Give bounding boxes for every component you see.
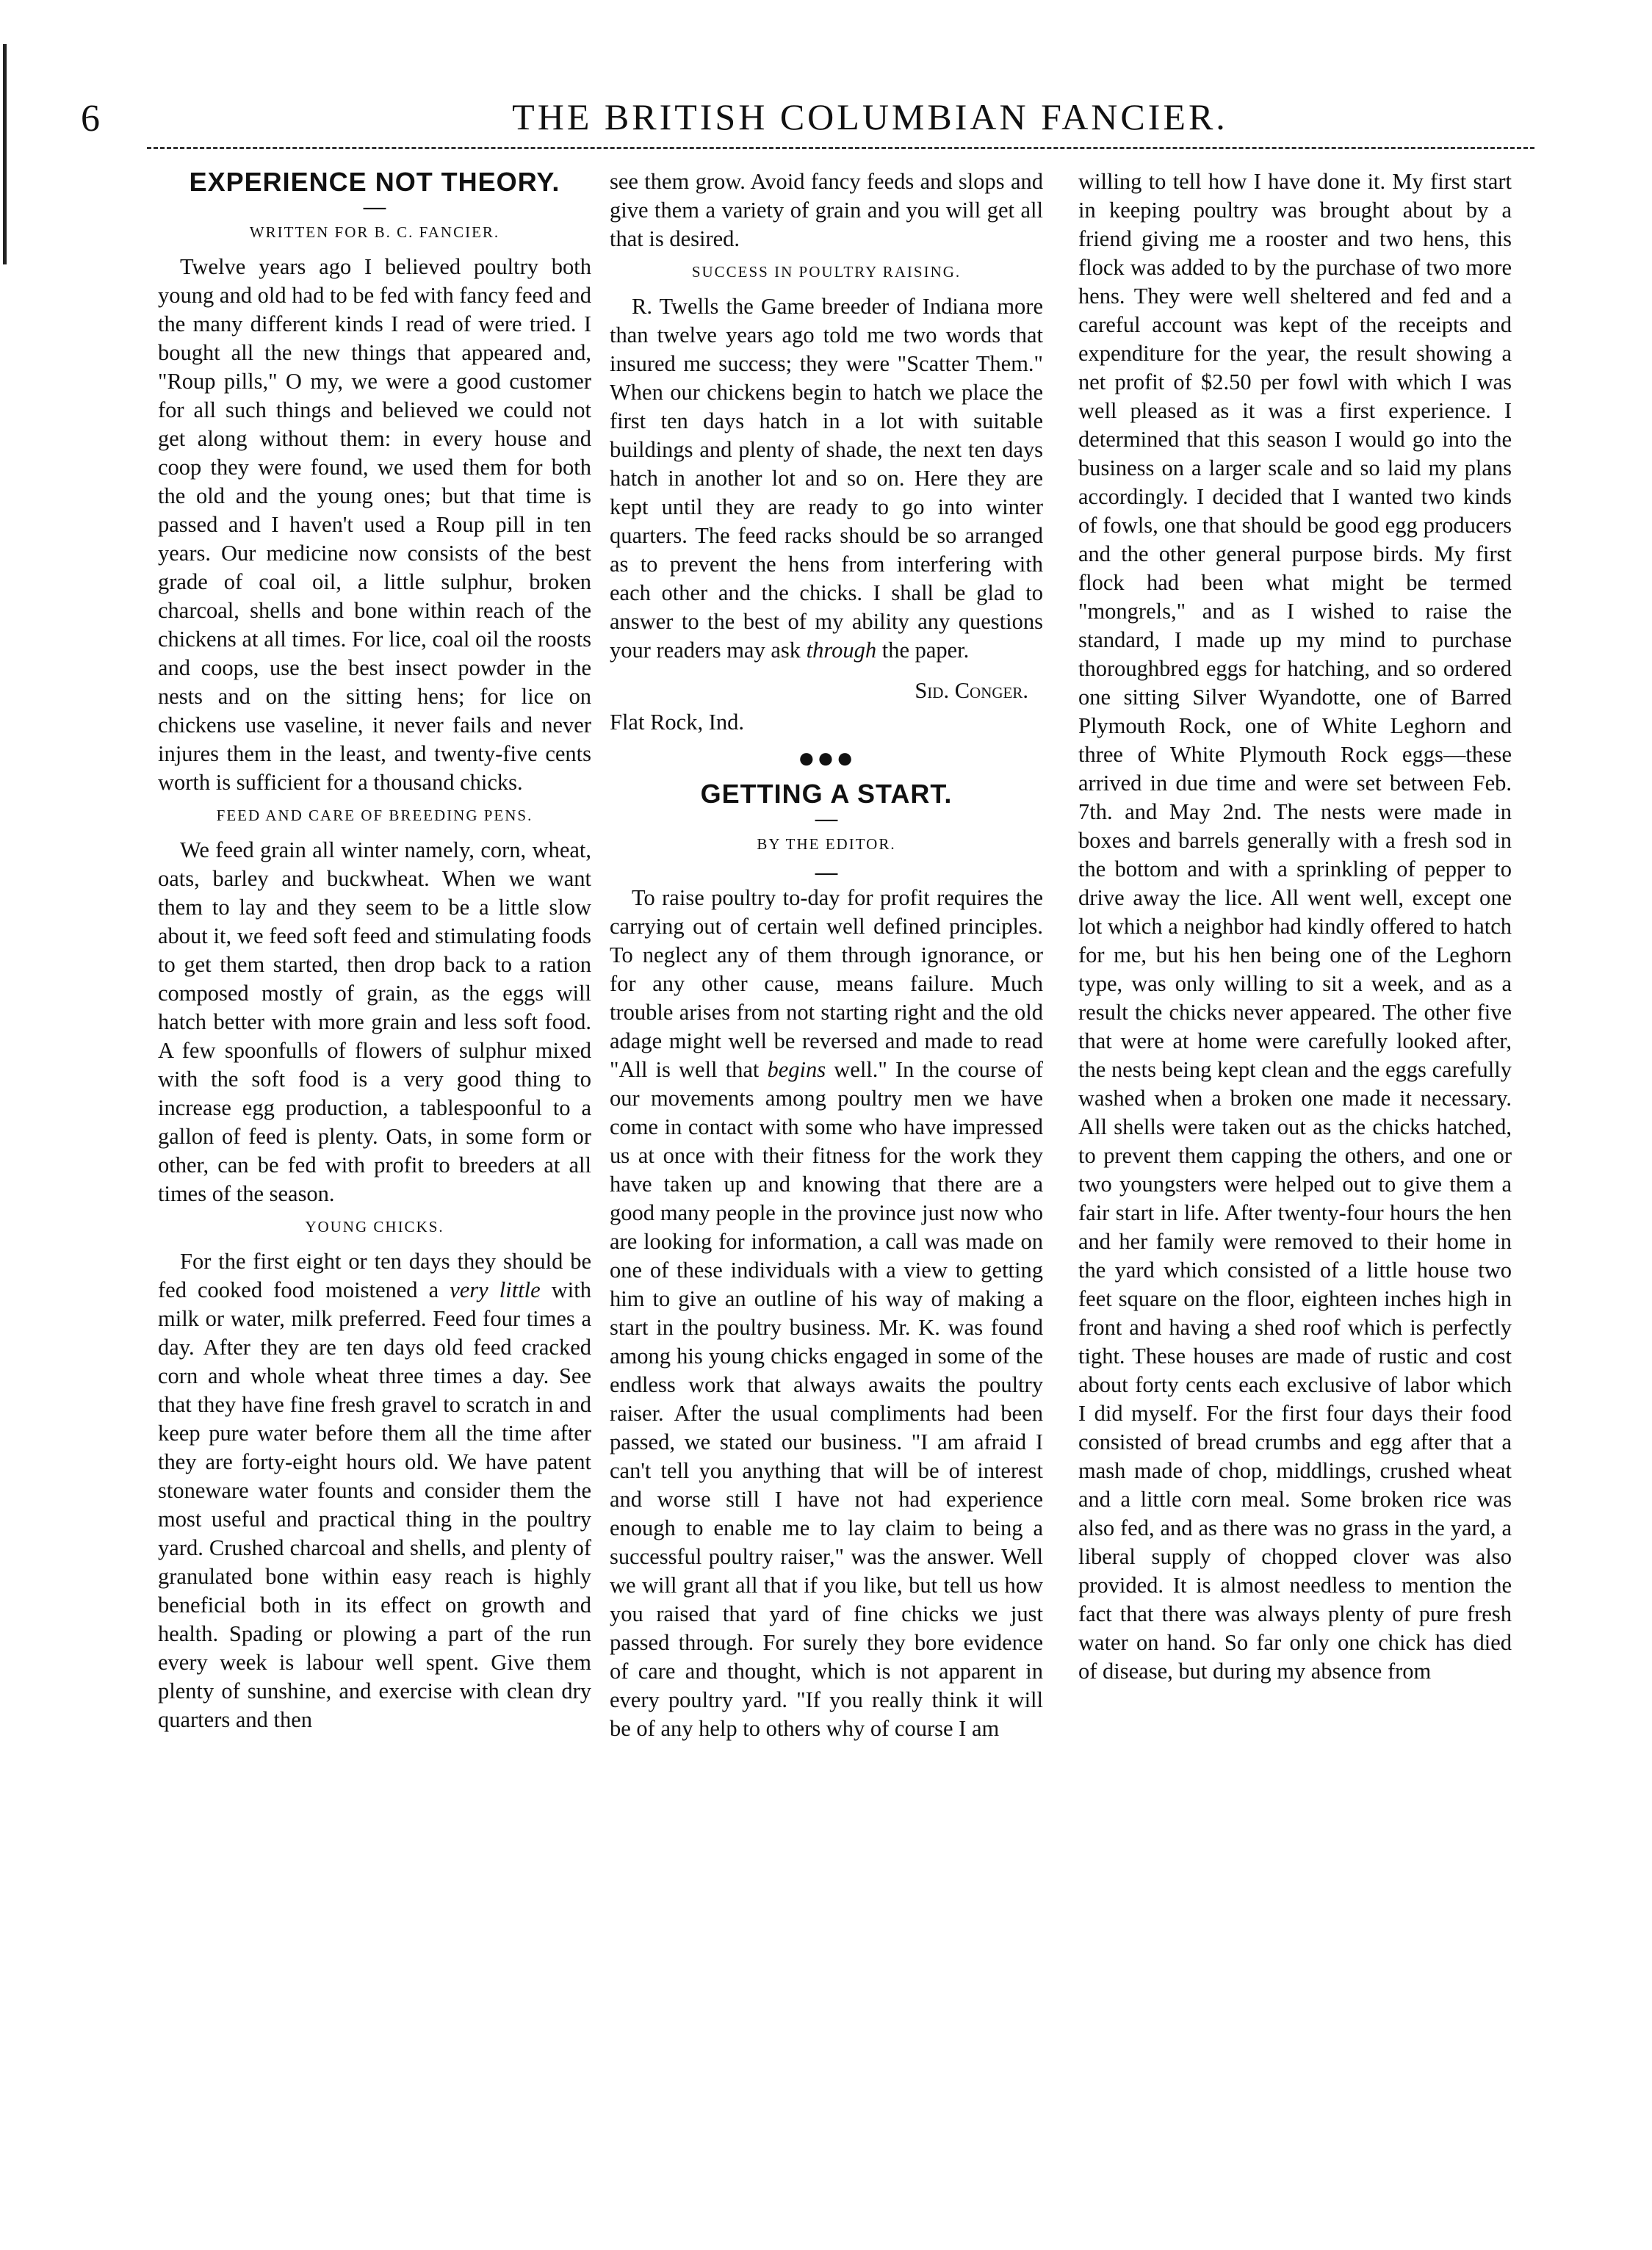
paragraph [158,1247,591,1734]
paragraph [610,884,1043,1743]
section-subhead: SUCCESS IN POULTRY RAISING. [691,263,962,281]
running-head: THE BRITISH COLUMBIAN FANCIER. [512,96,1228,137]
text-run: with milk or water, milk preferred. Feed four times a day. After they are ten days old feed cracked corn and whole wheat three times a day. See that they have fine fresh gravel to scratch in and keep pure water before them all the time after they are forty-eight hours old. We have patent stoneware water founts and consider them the most useful and practical thing in the poultry yard. Crushed charcoal and shells, and plenty of granulated bone within easy reach is highly beneficial both in its effect on growth and health. Spading or plowing a part of the run every week is labour well spent. Give them plenty of sunshine, and exercise with clean dry quarters and then [158,1277,591,1732]
column-1 [158,167,591,2195]
title-dash: — [363,194,386,219]
text-run: To raise poultry to-day for profit requires the carrying out of certain well defined principles. To neglect any of them through ignorance, or for any other cause, means failure. Much trouble arises from not starting right and the old adage might well be reversed and made to read "All is well that [610,885,1043,1082]
section-subhead: FEED AND CARE OF BREEDING PENS. [216,807,533,824]
article-byline: BY THE EDITOR. [757,835,896,853]
header-rule [147,147,1534,149]
article-title: EXPERIENCE NOT THEORY. [189,167,560,197]
section-subhead: YOUNG CHICKS. [305,1218,444,1236]
paragraph: Twelve years ago I believed poultry both young and old had to be fed with fancy feed and the many different kinds I read of were tried. I bought all the new things that appeared and, "Roup pills," O my, we were a good customer for all such things and believed we could not get along without them: in every house and coop they were found, we used them for both the old and the young ones; but that time is passed and I haven't used a Roup pill in ten years. Our medicine now consists of the best grade of coal oil, a little sulphur, broken charcoal, shells and bone within reach of the chickens at all times. For lice, coal oil the roosts and coops, use the best insect powder in the nests and on the sitting hens; for lice on chickens use vaseline, it never fails and never injures them in the least, and twenty-five cents worth is sufficient for a thousand chicks. [158,254,591,795]
author-place: Flat Rock, Ind. [610,710,744,735]
title-dash: — [815,806,838,831]
text-run: R. Twells the Game breeder of Indiana more than twelve years ago told me two words that insured me success; they were "Scatter Them." When our chickens begin to hatch we place the first ten days hatch in a lot with suitable buildings and plenty of shade, the next ten days hatch in another lot and so on. Here they are kept until they are ready to go into winter quarters. The feed racks should be so arranged as to prevent the hens from interfering with each other and the chicks. I shall be glad to answer to the best of my ability any questions your readers may ask [610,294,1043,663]
scan-edge-mark [3,44,7,264]
italic-text: begins [767,1057,826,1082]
article-byline: WRITTEN FOR B. C. FANCIER. [249,223,500,241]
paragraph: We feed grain all winter namely, corn, wheat, oats, barley and buckwheat. When we want them to lay and they seem to be a little slow about it, we feed soft feed and stimulating foods to get them started, then drop back to a ration composed mostly of grain, as the eggs will hatch better with more grain and less soft food. A few spoonfulls of flowers of sulphur mixed with the soft food is a very good thing to increase egg production, a tablespoonful to a gallon of feed is plenty. Oats, in some form or other, can be fed with profit to breeders at all times of the season. [158,837,591,1206]
italic-text: through [806,638,877,663]
italic-text: very little [450,1277,541,1302]
byline-dash: — [815,859,838,884]
section-ornament: ●●● [797,741,856,774]
text-run: For the first eight or ten days they should be fed cooked food moistened a [158,1249,591,1302]
text-run: well." In the course of our movements among poultry men we have come in contact with some who have impressed us at once with their fitness for the work they have taken up and knowing that there are a good many people in the province just now who are looking for information, a call was made on one of these individuals with a view to getting him to give an outline of his way of making a start in the poultry business. Mr. K. was found among his young chicks engaged in some of the endless work that always awaits the poultry raiser. After the usual compliments had been passed, we stated our business. "I am afraid I can't tell you anything that will be of interest and worse still I have not had experience enough to enable me to lay claim to being a successful poultry raiser," was the answer. Well we will grant all that if you like, but tell us how you raised that yard of fine chicks we just passed through. For surely they bore evidence of care and thought, which is not apparent in every poultry yard. "If you really think it will be of any help to others why of course I am [610,1057,1043,1741]
author-signature: Sid. Conger. [915,678,1028,703]
paragraph: willing to tell how I have done it. My first start in keeping poultry was brought about by a friend giving me a rooster and two hens, this flock was added to by the purchase of two more hens. They were well sheltered and fed and a careful account was kept of the receipts and expenditure for the year, the result showing a net profit of $2.50 per fowl with which I was well pleased as it was a first experience. I determined that this season I would go into the business on a larger scale and so laid my plans accordingly. I decided that I wanted two kinds of fowls, one that should be good egg producers and the other general purpose birds. My first flock had been what might be termed "mongrels," and as I wished to raise the standard, I made up my mind to purchase thoroughbred eggs for hatching, and so ordered one sitting Silver Wyandotte, one of Barred Plymouth Rock, one of White Leghorn and three of White Plymouth Rock eggs—these arrived in due time and were set between Feb. 7th. and May 2nd. The nests were made in boxes and barrels generally with a fresh sod in the bottom and with a sprinkling of pepper to drive away the lice. All went well, except one lot which a neighbor had kindly offered to hatch for me, but his hen being one of the Leghorn type, was only willing to sit a week, and as a result the chicks never appeared. The other five that were at home were carefully looked after, the nests being kept clean and the eggs carefully washed when a broken one made it necessary. All shells were taken out as the chicks hatched, to prevent them capping the others, and one or two youngsters were helped out to give them a fair start in life. After twenty-four hours the hen and her family were removed to their home in the yard which consisted of a little house two feet square on the floor, eighteen inches high in front and having a shed roof which is perfectly tight. These houses are made of rustic and cost about forty cents each exclusive of labor which I did myself. For the first four days their food consisted of bread crumbs and egg after that a mash made of chop, middlings, crushed wheat and a little corn meal. Some broken rice was also fed, and as there was no grass in the yard, a liberal supply of chopped clover was also provided. It is almost needless to mention the fact that there was always plenty of pure fresh water on hand. So far only one chick has died of disease, but during my absence from [1078,169,1512,1684]
column-2 [610,167,1043,2195]
article-title: GETTING A START. [700,779,953,809]
paragraph [610,292,1043,665]
column-3 [1078,167,1512,2195]
text-run: the paper. [876,638,970,663]
paragraph: see them grow. Avoid fancy feeds and slops and give them a variety of grain and you will get all that is desired. [610,169,1043,251]
page-number: 6 [81,98,100,140]
